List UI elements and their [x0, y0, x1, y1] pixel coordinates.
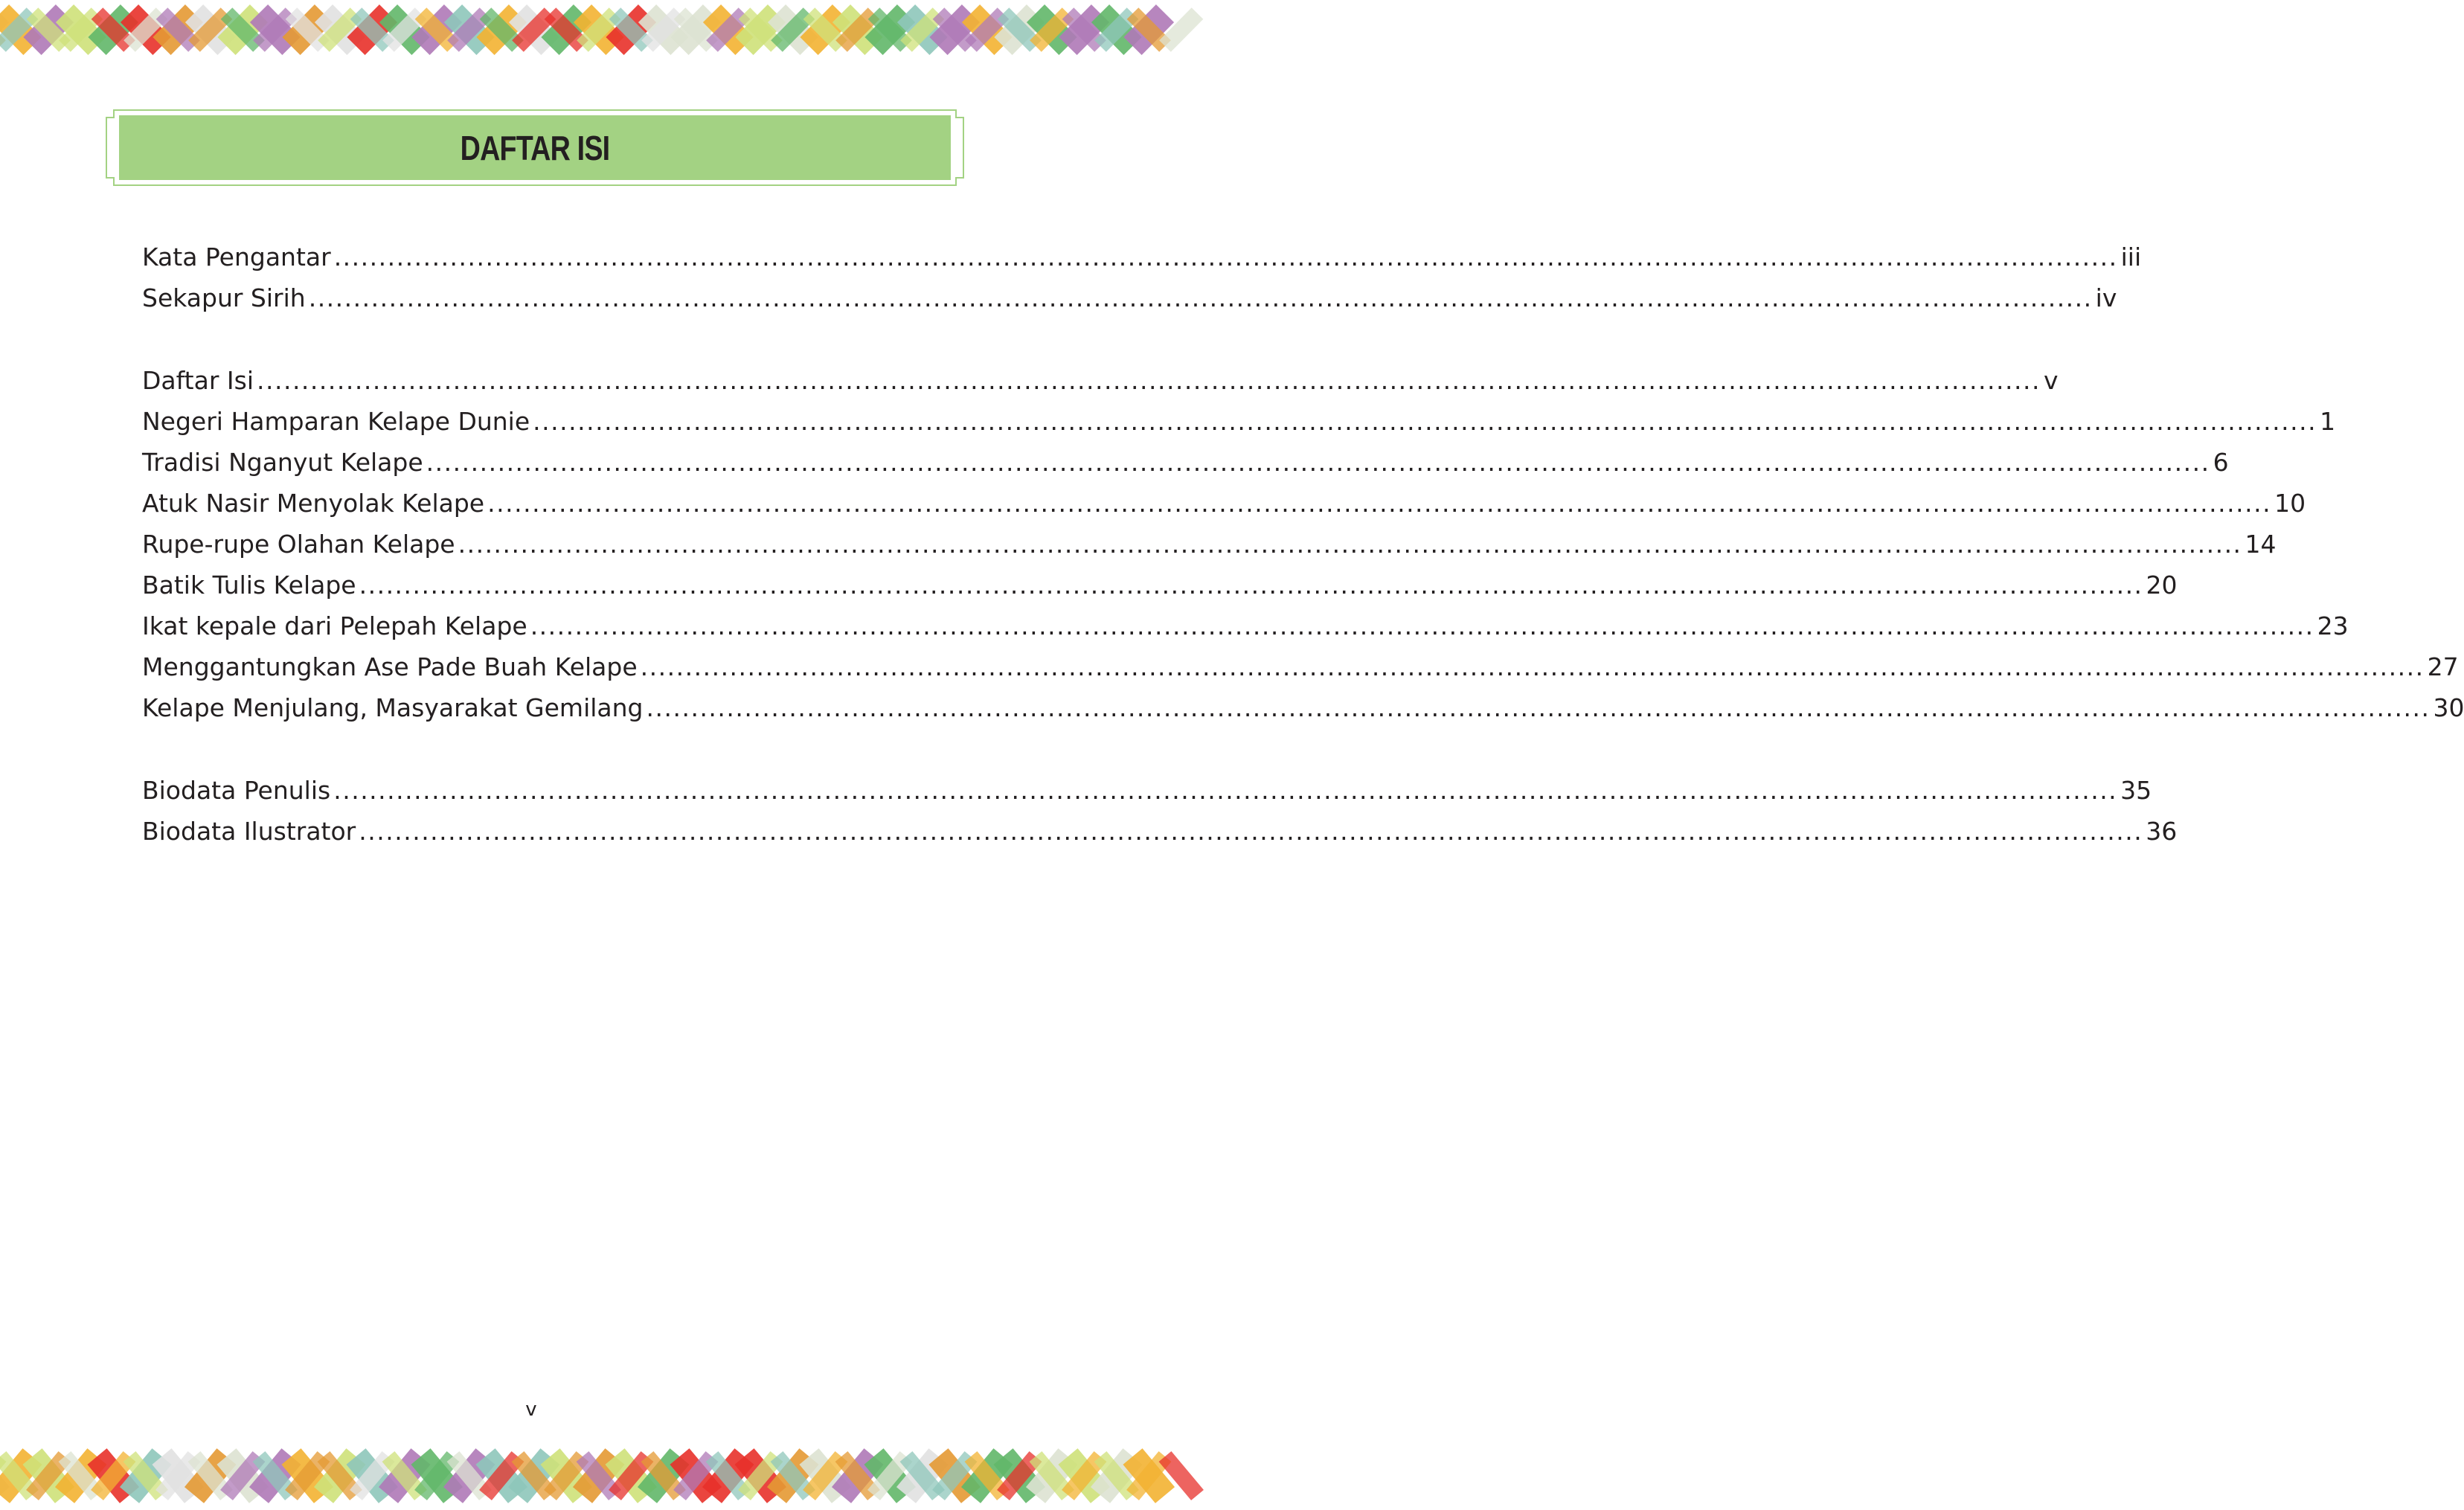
dot-leader: ........................................................................................................................................................................................................	[458, 530, 2242, 559]
toc-entry-label: Kata Pengantar	[142, 242, 331, 272]
toc-entry[interactable]	[142, 489, 2306, 530]
page-number: v	[525, 1398, 537, 1421]
dot-leader: ........................................................................................................................................................................................................	[646, 693, 2431, 722]
toc-entry-page: 35	[2120, 776, 2152, 805]
toc-entry-page: v	[2043, 366, 2059, 395]
toc-entry-page: 20	[2146, 571, 2178, 600]
dot-leader: ........................................................................................................................................................................................................	[333, 242, 2118, 272]
toc-entry-label: Rupe-rupe Olahan Kelape	[142, 530, 455, 559]
toc-entry[interactable]	[142, 693, 2464, 734]
toc-entry[interactable]	[142, 652, 2459, 693]
dot-leader: ........................................................................................................................................................................................................	[426, 448, 2210, 477]
dot-leader: ........................................................................................................................................................................................................	[308, 283, 2093, 312]
decorative-border-bottom	[0, 1443, 1062, 1510]
toc-entry[interactable]	[142, 407, 2336, 448]
toc-entry[interactable]	[142, 242, 2142, 283]
toc-entry-label: Tradisi Nganyut Kelape	[142, 448, 423, 477]
toc-entry-page: 10	[2274, 489, 2306, 518]
toc-entry-label: Biodata Ilustrator	[142, 817, 356, 846]
dot-leader: ........................................................................................................................................................................................................	[533, 407, 2317, 436]
dot-leader: ........................................................................................................................................................................................................	[333, 776, 2118, 805]
toc-entry-page: 36	[2146, 817, 2178, 846]
toc-entry-label: Negeri Hamparan Kelape Dunie	[142, 407, 530, 436]
title-banner	[106, 109, 964, 186]
toc-entry[interactable]	[142, 366, 2059, 407]
decorative-border-top	[0, 0, 1062, 67]
toc-entry-label: Kelape Menjulang, Masyarakat Gemilang	[142, 693, 644, 722]
page-title: DAFTAR ISI	[460, 128, 610, 167]
group-spacer	[142, 324, 925, 366]
toc-entry-page: 30	[2433, 693, 2464, 722]
toc-entry-page: 14	[2245, 530, 2277, 559]
toc-entry-label: Menggantungkan Ase Pade Buah Kelape	[142, 652, 638, 681]
dot-leader: ........................................................................................................................................................................................................	[487, 489, 2272, 518]
toc-entry-label: Sekapur Sirih	[142, 283, 306, 312]
toc-entry-page: 27	[2427, 652, 2459, 681]
toc-entry-page: 6	[2213, 448, 2229, 477]
toc-entry-label: Biodata Penulis	[142, 776, 331, 805]
toc-entry-label: Ikat kepale dari Pelepah Kelape	[142, 611, 527, 640]
dot-leader: ........................................................................................................................................................................................................	[359, 571, 2143, 600]
group-spacer	[142, 734, 925, 776]
toc-entry-page: 23	[2317, 611, 2349, 640]
toc-entry[interactable]	[142, 448, 2229, 489]
dot-leader: ........................................................................................................................................................................................................	[640, 652, 2425, 681]
toc-entry[interactable]	[142, 817, 2178, 858]
toc-entry[interactable]	[142, 776, 2152, 817]
toc-entry-label: Batik Tulis Kelape	[142, 571, 356, 600]
toc-entry[interactable]	[142, 283, 2117, 324]
dot-leader: ........................................................................................................................................................................................................	[256, 366, 2041, 395]
toc-entry[interactable]	[142, 530, 2277, 571]
dot-leader: ........................................................................................................................................................................................................	[359, 817, 2143, 846]
dot-leader: ........................................................................................................................................................................................................	[530, 611, 2314, 640]
table-of-contents	[142, 242, 2464, 858]
toc-entry-page: 1	[2320, 407, 2336, 436]
toc-entry[interactable]	[142, 571, 2178, 611]
toc-entry-label: Daftar Isi	[142, 366, 254, 395]
toc-entry-page: iv	[2095, 283, 2117, 312]
toc-entry[interactable]	[142, 611, 2349, 652]
toc-entry-label: Atuk Nasir Menyolak Kelape	[142, 489, 485, 518]
toc-entry-page: iii	[2120, 242, 2142, 272]
